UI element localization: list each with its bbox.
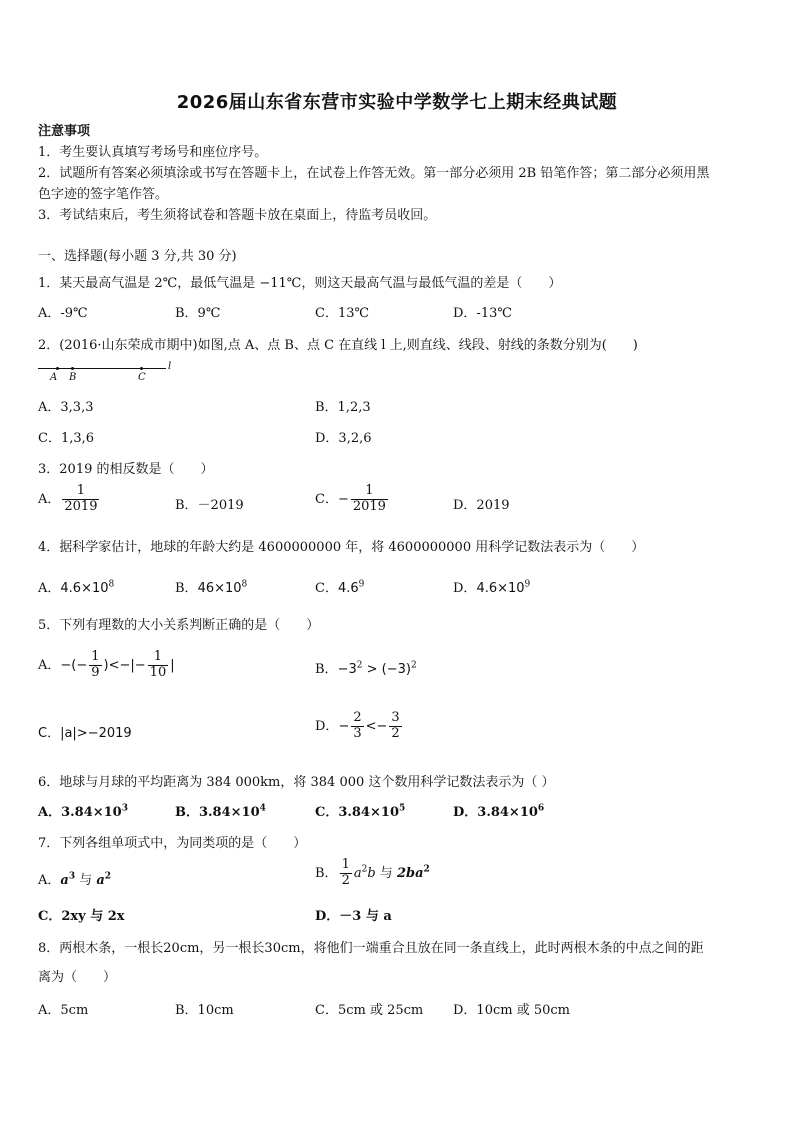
fraction: $\frac{1}{2}$ <box>341 857 350 888</box>
q3-option-b: B．－2019 <box>175 498 244 513</box>
q4-option-a: A．$4.6\times 10^8$ <box>38 579 115 596</box>
q2-option-b: B．1,2,3 <box>315 400 371 415</box>
question-4-stem: 4．据科学家估计，地球的年龄大约是 4600000000 年，将 4600000000 用科学记数法表示为（ ） <box>38 540 645 555</box>
q5-option-c: C．|a|>−2019 <box>38 726 132 741</box>
q8-option-c: C．5cm 或 25cm <box>315 1003 424 1018</box>
q8-option-b: B．10cm <box>175 1003 234 1018</box>
q3-a-prefix: A． <box>38 491 61 507</box>
q7-option-c: C．2xy 与 2x <box>38 909 125 924</box>
fraction: $\frac{1}{9}$ <box>91 649 100 680</box>
fraction: $\frac{1}{10}$ <box>149 649 167 680</box>
point-a-label: A <box>50 372 58 383</box>
q1-option-a: A．-9℃ <box>38 306 88 321</box>
note-item: 2．试题所有答案必须填涂或书写在答题卡上，在试卷上作答无效。第一部分必须用 2B 铅笔作答；第二部分必须用黑 <box>38 166 710 181</box>
question-2-stem: 2．(2016·山东荣成市期中)如图,点 A、点 B、点 C 在直线 l 上,则直线、线段、射线的条数分别为( ) <box>38 338 638 353</box>
q2-option-c: C．1,3,6 <box>38 431 95 446</box>
q1-option-c: C．13℃ <box>315 306 370 321</box>
point-b-label: B <box>69 372 77 383</box>
q2-option-a: A．3,3,3 <box>38 400 94 415</box>
question-6-stem: 6．地球与月球的平均距离为 384 000km，将 384 000 这个数用科学记数法表示为（ ） <box>38 775 555 790</box>
question-3-stem: 3．2019 的相反数是（ ） <box>38 462 214 477</box>
q2-option-d: D．3,2,6 <box>315 431 372 446</box>
q1-option-b: B．9℃ <box>175 306 221 321</box>
q8-option-a: A．5cm <box>38 1003 89 1018</box>
q3-option-a <box>38 484 101 515</box>
q5-option-a: A．−(− $\frac{1}{9}$ )<−|− $\frac{1}{10}$ | <box>38 649 175 680</box>
note-item: 1．考生要认真填写考场号和座位序号。 <box>38 145 268 160</box>
q3-option-c: C．− $\frac{1}{2019}$ <box>315 483 386 514</box>
page-title: 2026届山东省东营市实验中学数学七上期末经典试题 <box>176 92 618 113</box>
section-heading: 一、选择题(每小题 3 分,共 30 分) <box>38 249 237 264</box>
note-item: 色字迹的签字笔作答。 <box>38 187 169 202</box>
point-c-dot <box>140 367 143 370</box>
fraction: $\frac{3}{2}$ <box>391 710 400 741</box>
q6-option-b: B．$3.84\times 10^4$ <box>175 803 266 820</box>
q6-option-c: C．$3.84\times 10^5$ <box>315 803 406 820</box>
point-a-dot <box>56 367 59 370</box>
q7-option-b: B． $\frac{1}{2}$ $a^2b$ 与 $2ba^2$ <box>315 857 430 888</box>
fraction: $\frac{2}{3}$ <box>353 710 362 741</box>
note-item: 3．考试结束后，考生须将试卷和答题卡放在桌面上，待监考员收回。 <box>38 208 437 223</box>
fraction: $\frac{1}{2019}$ <box>64 483 98 514</box>
q8-option-d: D．10cm 或 50cm <box>453 1003 570 1018</box>
q4-option-d: D．$4.6\times 10^9$ <box>453 579 531 596</box>
question-5-stem: 5．下列有理数的大小关系判断正确的是（ ） <box>38 618 320 633</box>
q6-option-a: A．$3.84\times 10^3$ <box>38 803 128 820</box>
q6-option-d: D．$3.84\times 10^6$ <box>453 803 545 820</box>
q4-option-b: B．$46\times 10^8$ <box>175 579 248 596</box>
q7-option-a: A．$a^3$ 与 $a^2$ <box>38 871 112 888</box>
q4-option-c: C．$4.6^9$ <box>315 579 365 596</box>
q5-option-b: B．$-3^2 > (-3)^2$ <box>315 660 417 677</box>
q5-option-d: D．− $\frac{2}{3}$ <− $\frac{3}{2}$ <box>315 710 400 741</box>
q1-option-d: D．-13℃ <box>453 306 512 321</box>
q7-option-d: D．－3 与 a <box>315 909 392 924</box>
question-8-stem-cont: 离为（ ） <box>38 970 117 985</box>
question-7-stem: 7．下列各组单项式中，为同类项的是（ ） <box>38 836 307 851</box>
line-l-label: l <box>168 361 172 372</box>
fraction: $\frac{1}{2019}$ <box>352 483 386 514</box>
question-8-stem: 8．两根木条，一根长20cm，另一根长30cm，将他们一端重合且放在同一条直线上，此时两根木条的中点之间的距 <box>38 941 704 956</box>
question-1-stem: 1．某天最高气温是 2℃，最低气温是 −11℃，则这天最高气温与最低气温的差是（ ） <box>38 276 562 291</box>
notes-heading: 注意事项 <box>38 124 91 139</box>
q3-option-d: D．2019 <box>453 498 510 513</box>
point-b-dot <box>71 367 74 370</box>
point-c-label: C <box>138 372 146 383</box>
